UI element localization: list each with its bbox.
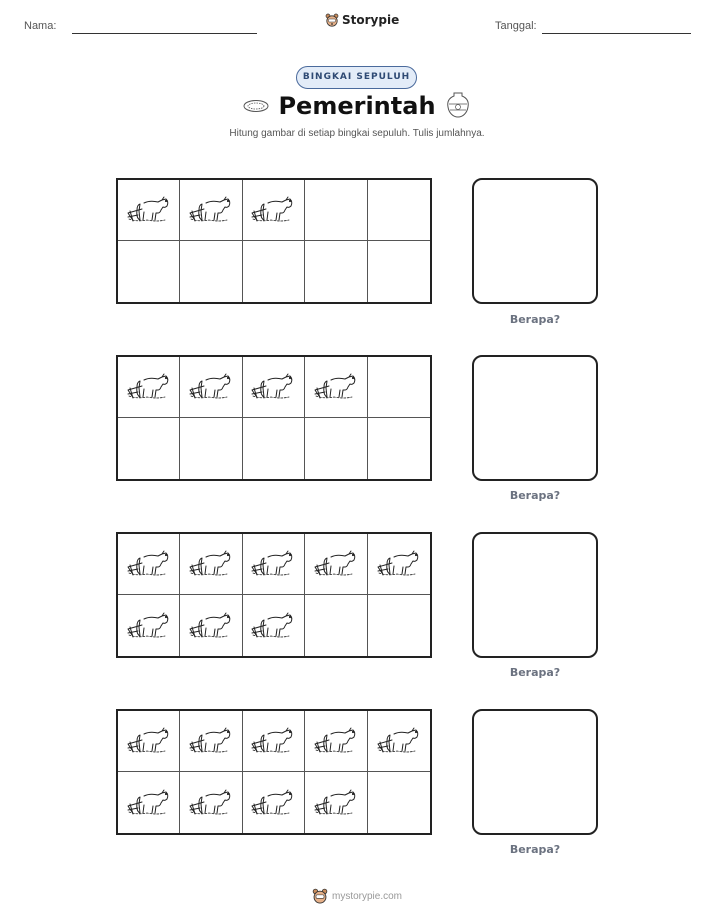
frame-cell bbox=[305, 595, 367, 656]
frame-cell bbox=[368, 357, 430, 418]
ox-plow-icon bbox=[188, 722, 234, 760]
ox-plow-icon bbox=[250, 607, 296, 645]
frame-cell bbox=[243, 595, 305, 656]
frame-cell bbox=[243, 180, 305, 241]
frame-cell bbox=[118, 180, 180, 241]
answer-label-1: Berapa? bbox=[509, 313, 561, 326]
frame-cell bbox=[368, 241, 430, 302]
ox-plow-icon bbox=[126, 545, 172, 583]
frame-cell bbox=[180, 772, 242, 833]
frame-cell bbox=[180, 711, 242, 772]
bear-icon bbox=[312, 888, 328, 904]
name-label: Nama: bbox=[24, 20, 57, 32]
frame-cell bbox=[118, 711, 180, 772]
ox-plow-icon bbox=[376, 722, 422, 760]
frame-cell bbox=[368, 180, 430, 241]
ox-plow-icon bbox=[313, 545, 359, 583]
name-line[interactable] bbox=[72, 33, 257, 34]
ox-plow-icon bbox=[250, 545, 296, 583]
ox-plow-icon bbox=[126, 722, 172, 760]
ox-plow-icon bbox=[188, 607, 234, 645]
frame-cell bbox=[118, 241, 180, 302]
frame-cell bbox=[305, 357, 367, 418]
frame-cell bbox=[305, 711, 367, 772]
ox-plow-icon bbox=[313, 368, 359, 406]
answer-label-4: Berapa? bbox=[509, 843, 561, 856]
answer-box-1[interactable] bbox=[472, 178, 598, 304]
frame-cell bbox=[118, 534, 180, 595]
frame-cell bbox=[118, 357, 180, 418]
frame-cell bbox=[305, 180, 367, 241]
instructions: Hitung gambar di setiap bingkai sepuluh. Tulis jumlahnya. bbox=[229, 128, 485, 139]
ten-frame-3 bbox=[116, 532, 432, 658]
frame-cell bbox=[118, 595, 180, 656]
ox-plow-icon bbox=[188, 368, 234, 406]
answer-label-2: Berapa? bbox=[509, 489, 561, 502]
date-line[interactable] bbox=[542, 33, 691, 34]
frame-cell bbox=[180, 180, 242, 241]
answer-box-3[interactable] bbox=[472, 532, 598, 658]
frame-cell bbox=[305, 534, 367, 595]
frame-cell bbox=[305, 772, 367, 833]
frame-cell bbox=[243, 711, 305, 772]
ox-plow-icon bbox=[188, 545, 234, 583]
date-label: Tanggal: bbox=[495, 20, 537, 32]
frame-cell bbox=[180, 357, 242, 418]
ox-plow-icon bbox=[313, 722, 359, 760]
frame-cell bbox=[243, 534, 305, 595]
ox-plow-icon bbox=[250, 191, 296, 229]
frame-cell bbox=[305, 241, 367, 302]
frame-cell bbox=[368, 595, 430, 656]
frame-cell bbox=[368, 534, 430, 595]
footer-url[interactable]: mystorypie.com bbox=[331, 890, 402, 902]
ox-plow-icon bbox=[188, 191, 234, 229]
frame-cell bbox=[368, 418, 430, 479]
frame-cell bbox=[243, 357, 305, 418]
frame-cell bbox=[368, 772, 430, 833]
frame-cell bbox=[118, 418, 180, 479]
page-title: Pemerintah bbox=[278, 92, 436, 120]
answer-box-2[interactable] bbox=[472, 355, 598, 481]
worksheet-tag: BINGKAI SEPULUH bbox=[296, 66, 417, 89]
frame-cell bbox=[118, 772, 180, 833]
answer-label-3: Berapa? bbox=[509, 666, 561, 679]
frame-cell bbox=[180, 241, 242, 302]
ox-plow-icon bbox=[376, 545, 422, 583]
brand-name: Storypie bbox=[342, 13, 400, 27]
ten-frame-4 bbox=[116, 709, 432, 835]
frame-cell bbox=[180, 418, 242, 479]
brand-logo bbox=[325, 13, 399, 27]
ox-plow-icon bbox=[126, 607, 172, 645]
footer bbox=[0, 888, 714, 904]
ten-frame-2 bbox=[116, 355, 432, 481]
frame-cell bbox=[180, 595, 242, 656]
ox-plow-icon bbox=[250, 784, 296, 822]
ox-plow-icon bbox=[126, 784, 172, 822]
ox-plow-icon bbox=[250, 722, 296, 760]
answer-box-4[interactable] bbox=[472, 709, 598, 835]
ox-plow-icon bbox=[126, 191, 172, 229]
frame-cell bbox=[243, 241, 305, 302]
frame-cell bbox=[243, 418, 305, 479]
frame-cell bbox=[243, 772, 305, 833]
ox-plow-icon bbox=[250, 368, 296, 406]
ox-plow-icon bbox=[126, 368, 172, 406]
bear-icon bbox=[325, 13, 339, 27]
ten-frame-1 bbox=[116, 178, 432, 304]
frame-cell bbox=[305, 418, 367, 479]
jar-icon bbox=[444, 90, 472, 120]
ox-plow-icon bbox=[313, 784, 359, 822]
frame-cell bbox=[180, 534, 242, 595]
ox-plow-icon bbox=[188, 784, 234, 822]
frame-cell bbox=[368, 711, 430, 772]
